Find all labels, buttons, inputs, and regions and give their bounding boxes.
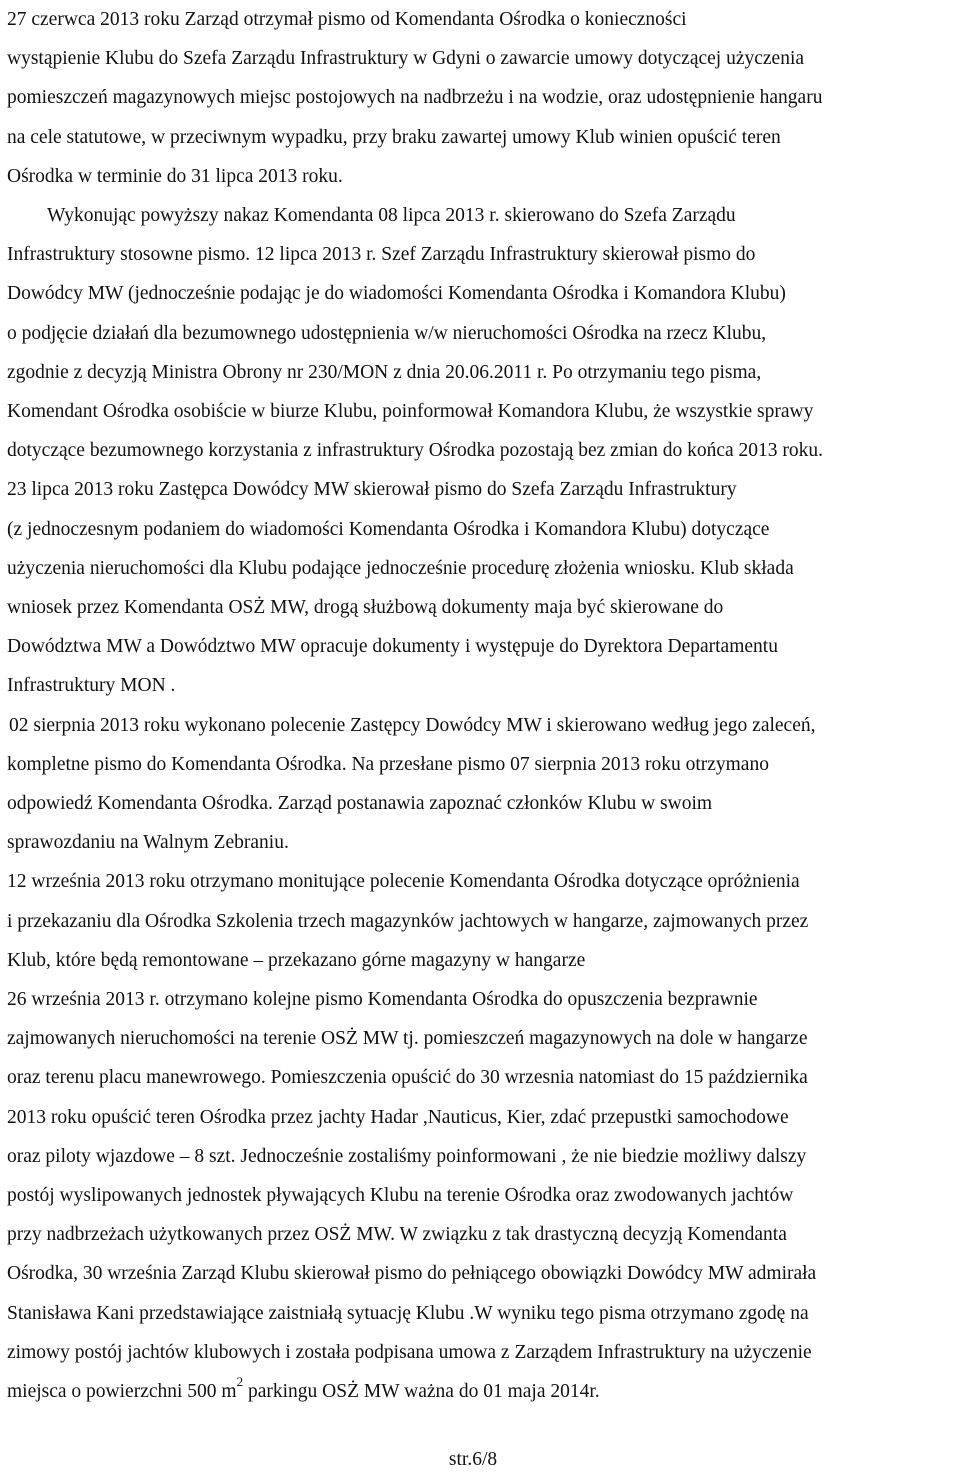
text-line: 2013 roku opuścić teren Ośrodka przez jachty Hadar ,Nauticus, Kier, zdać przepustki samochodowe — [7, 1106, 789, 1128]
text-line: Wykonując powyższy nakaz Komendanta 08 lipca 2013 r. skierowano do Szefa Zarządu — [47, 205, 736, 226]
text-line: postój wyslipowanych jednostek pływających Klubu na terenie Ośrodka oraz zwodowanych jachtów — [7, 1185, 794, 1206]
text-line: pomieszczeń magazynowych miejsc postojowych na nadbrzeżu i na wodzie, oraz udostępnienie hangaru — [7, 87, 823, 109]
text-line: Ośrodka, 30 września Zarząd Klubu skierował pismo do pełniącego obowiązki Dowódcy MW admirała — [7, 1263, 817, 1285]
text-line: Komendant Ośrodka osobiście w biurze Klubu, poinformował Komandora Klubu, że wszystkie sprawy — [7, 401, 814, 422]
text-line: oraz piloty wjazdowe – 8 szt. Jednocześnie zostaliśmy poinformowani , że nie biedzie możliwy dalszy — [7, 1145, 807, 1167]
text-line: Stanisława Kani przedstawiające zaistniałą sytuację Klubu .W wyniku tego pisma otrzymano zgodę na — [7, 1302, 809, 1324]
text-line: 23 lipca 2013 roku Zastępca Dowódcy MW skierował pismo do Szefa Zarządu Infrastruktury — [7, 479, 737, 501]
text-line: Dowódcy MW (jednocześnie podając je do wiadomości Komendanta Ośrodka i Komandora Klubu) — [7, 283, 786, 305]
text-line: dotyczące bezumownego korzystania z infrastruktury Ośrodka pozostają bez zmian do końca 2013 roku. — [7, 440, 824, 462]
text-line: wystąpienie Klubu do Szefa Zarządu Infrastruktury w Gdyni o zawarcie umowy dotyczącej użyczenia — [7, 48, 805, 70]
text-line: na cele statutowe, w przeciwnym wypadku, przy braku zawartej umowy Klub winien opuścić teren — [7, 126, 781, 148]
text-line: 02 sierpnia 2013 roku wykonano polecenie Zastępcy Dowódcy MW i skierowano według jego zaleceń, — [9, 714, 816, 736]
text-line: i przekazaniu dla Ośrodka Szkolenia trzech magazynków jachtowych w hangarze, zajmowanych przez — [7, 910, 809, 932]
page-number: str.6/8 — [448, 1449, 498, 1470]
text-line: (z jednoczesnym podaniem do wiadomości Komendanta Ośrodka i Komandora Klubu) dotyczące — [7, 518, 770, 540]
text-line: 26 września 2013 r. otrzymano kolejne pismo Komendanta Ośrodka do opuszczenia bezprawnie — [7, 989, 758, 1010]
text-line: Infrastruktury stosowne pismo. 12 lipca 2013 r. Szef Zarządu Infrastruktury skierował pismo do — [7, 244, 756, 266]
text-fragment: parkingu OSŻ MW ważna do 01 maja 2014r. — [243, 1381, 600, 1402]
text-line: zimowy postój jachtów klubowych i została podpisana umowa z Zarządem Infrastruktury na użyczenie — [7, 1341, 812, 1363]
text-line: kompletne pismo do Komendanta Ośrodka. Na przesłane pismo 07 sierpnia 2013 roku otrzymano — [7, 753, 769, 775]
text-line: oraz terenu placu manewrowego. Pomieszczenia opuścić do 30 wrzesnia natomiast do 15 października — [7, 1067, 808, 1089]
text-line: 12 września 2013 roku otrzymano monitujące polecenie Komendanta Ośrodka dotyczące opróżnienia — [7, 871, 800, 893]
superscript: 2 — [236, 1373, 244, 1389]
text-fragment: miejsca o powierzchni 500 m — [7, 1381, 237, 1402]
text-line: o podjęcie działań dla bezumownego udostępnienia w/w nieruchomości Ośrodka na rzecz Klubu, — [7, 322, 767, 344]
document-page — [7, 0, 953, 1480]
text-line: zgodnie z decyzją Ministra Obrony nr 230/MON z dnia 20.06.2011 r. Po otrzymaniu tego pisma, — [7, 361, 762, 383]
text-line: zajmowanych nieruchomości na terenie OSŻ MW tj. pomieszczeń magazynowych na dole w hangarze — [7, 1028, 808, 1050]
text-line: użyczenia nieruchomości dla Klubu podające jednocześnie procedurę złożenia wniosku. Klub składa — [7, 557, 794, 579]
text-line: odpowiedź Komendanta Ośrodka. Zarząd postanawia zapoznać członków Klubu w swoim — [7, 793, 713, 814]
text-line: 27 czerwca 2013 roku Zarząd otrzymał pismo od Komendanta Ośrodka o konieczności — [7, 9, 687, 30]
text-line: sprawozdaniu na Walnym Zebraniu. — [7, 832, 289, 854]
text-line: Infrastruktury MON . — [7, 675, 176, 697]
text-line: przy nadbrzeżach użytkowanych przez OSŻ MW. W związku z tak drastyczną decyzją Komendanta — [7, 1224, 787, 1246]
text-line: Dowództwa MW a Dowództwo MW opracuje dokumenty i występuje do Dyrektora Departamentu — [7, 636, 778, 658]
text-line-last — [7, 1372, 600, 1411]
text-line: Ośrodka w terminie do 31 lipca 2013 roku. — [7, 165, 343, 187]
text-line: wniosek przez Komendanta OSŻ MW, drogą służbową dokumenty maja być skierowane do — [7, 597, 724, 618]
text-line: Klub, które będą remontowane – przekazano górne magazyny w hangarze — [7, 949, 586, 971]
